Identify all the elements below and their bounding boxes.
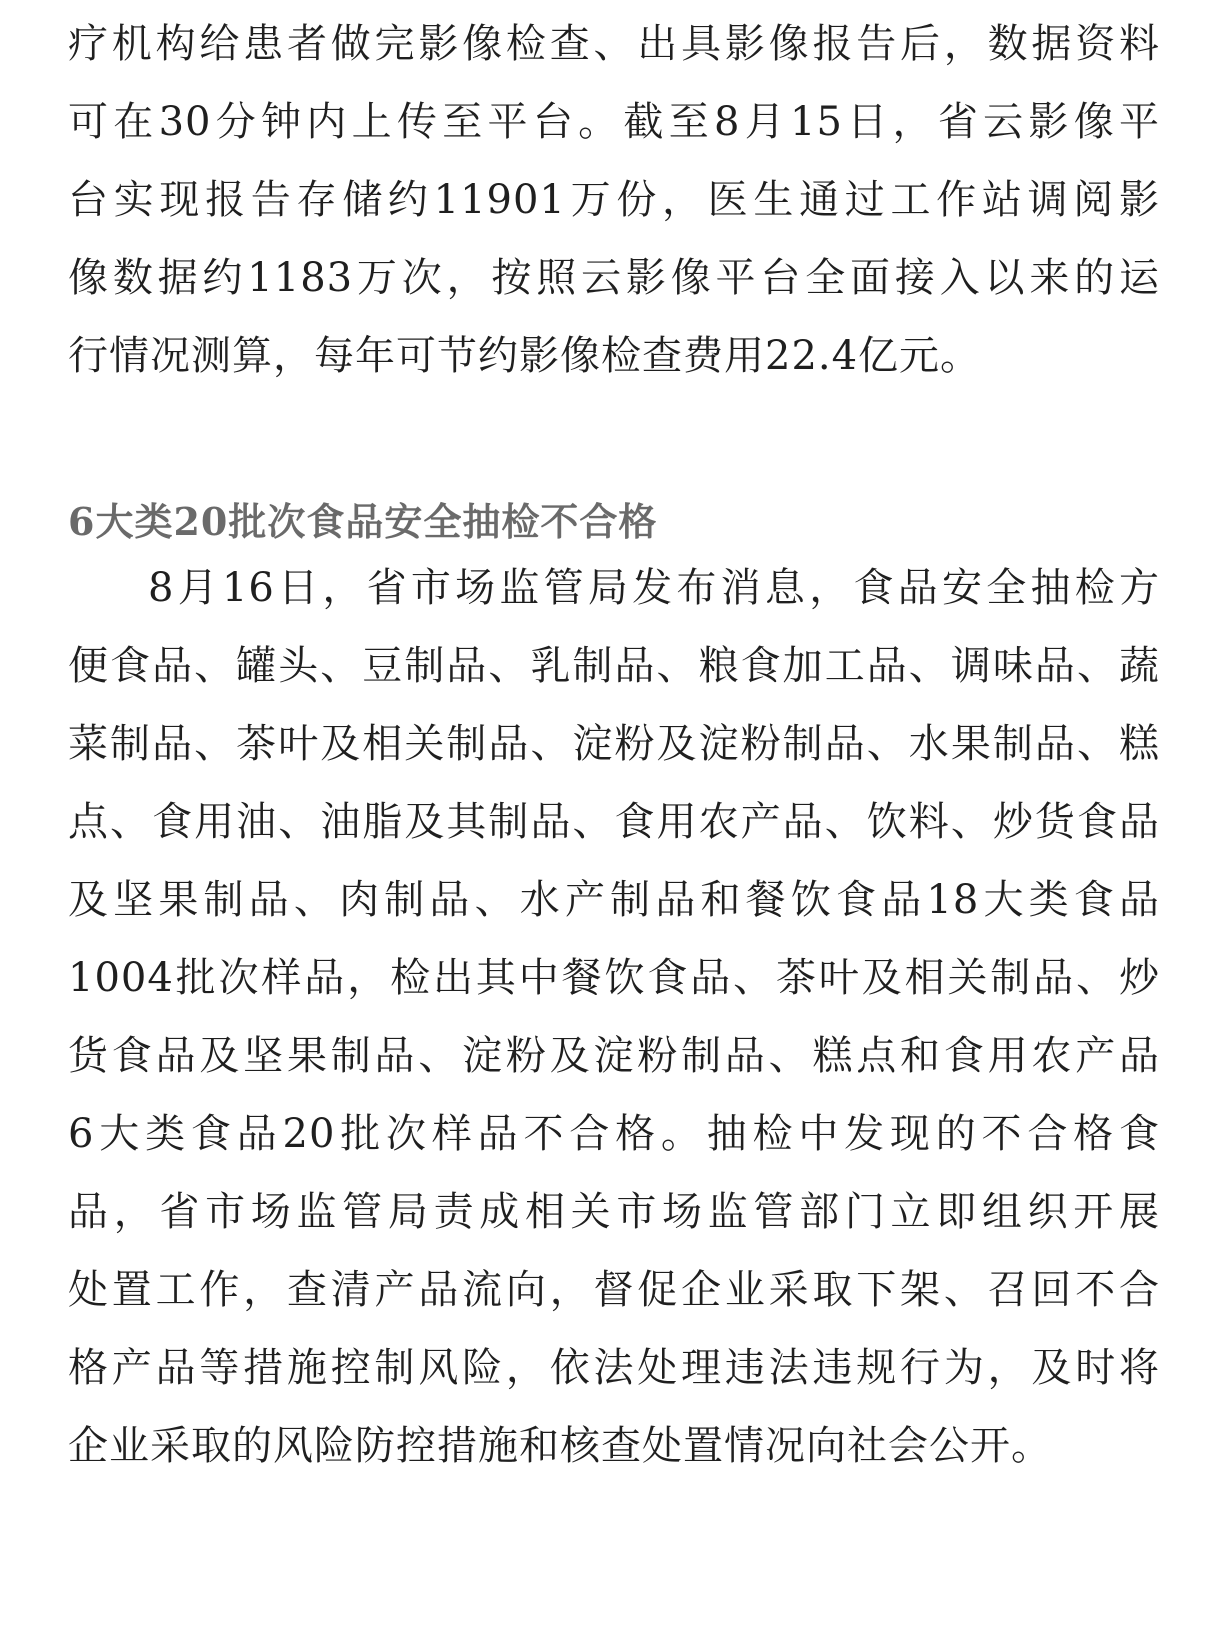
paragraph-line: 行情况测算，每年可节约影像检查费用22.4亿元。 xyxy=(68,333,982,379)
paragraph-line: 处置工作，查清产品流向，督促企业采取下架、召回不合 xyxy=(68,1267,1160,1313)
paragraph-line: 及坚果制品、肉制品、水产制品和餐饮食品18大类食品 xyxy=(68,877,1160,923)
paragraph-line: 菜制品、茶叶及相关制品、淀粉及淀粉制品、水果制品、糕 xyxy=(68,721,1160,767)
paragraph-line: 企业采取的风险防控措施和核查处置情况向社会公开。 xyxy=(68,1423,1052,1469)
paragraph-line: 可在30分钟内上传至平台。截至8月15日，省云影像平 xyxy=(68,99,1160,145)
paragraph-line: 货食品及坚果制品、淀粉及淀粉制品、糕点和食用农产品 xyxy=(68,1033,1160,1079)
section-heading: 6大类20批次食品安全抽检不合格 xyxy=(68,499,658,544)
paragraph-line: 疗机构给患者做完影像检查、出具影像报告后，数据资料 xyxy=(68,21,1160,67)
paragraph-line: 台实现报告存储约11901万份，医生通过工作站调阅影 xyxy=(68,177,1160,223)
paragraph-line: 品，省市场监管局责成相关市场监管部门立即组织开展 xyxy=(68,1189,1160,1235)
paragraph-line: 8月16日，省市场监管局发布消息，食品安全抽检方 xyxy=(148,565,1160,611)
paragraph-line: 格产品等措施控制风险，依法处理违法违规行为，及时将 xyxy=(68,1345,1160,1391)
paragraph-line: 点、食用油、油脂及其制品、食用农产品、饮料、炒货食品 xyxy=(68,799,1160,845)
paragraph-line: 像数据约1183万次，按照云影像平台全面接入以来的运 xyxy=(68,255,1160,301)
paragraph-line: 便食品、罐头、豆制品、乳制品、粮食加工品、调味品、蔬 xyxy=(68,643,1160,689)
paragraph-line: 6大类食品20批次样品不合格。抽检中发现的不合格食 xyxy=(68,1111,1160,1157)
paragraph-line: 1004批次样品，检出其中餐饮食品、茶叶及相关制品、炒 xyxy=(68,955,1160,1001)
